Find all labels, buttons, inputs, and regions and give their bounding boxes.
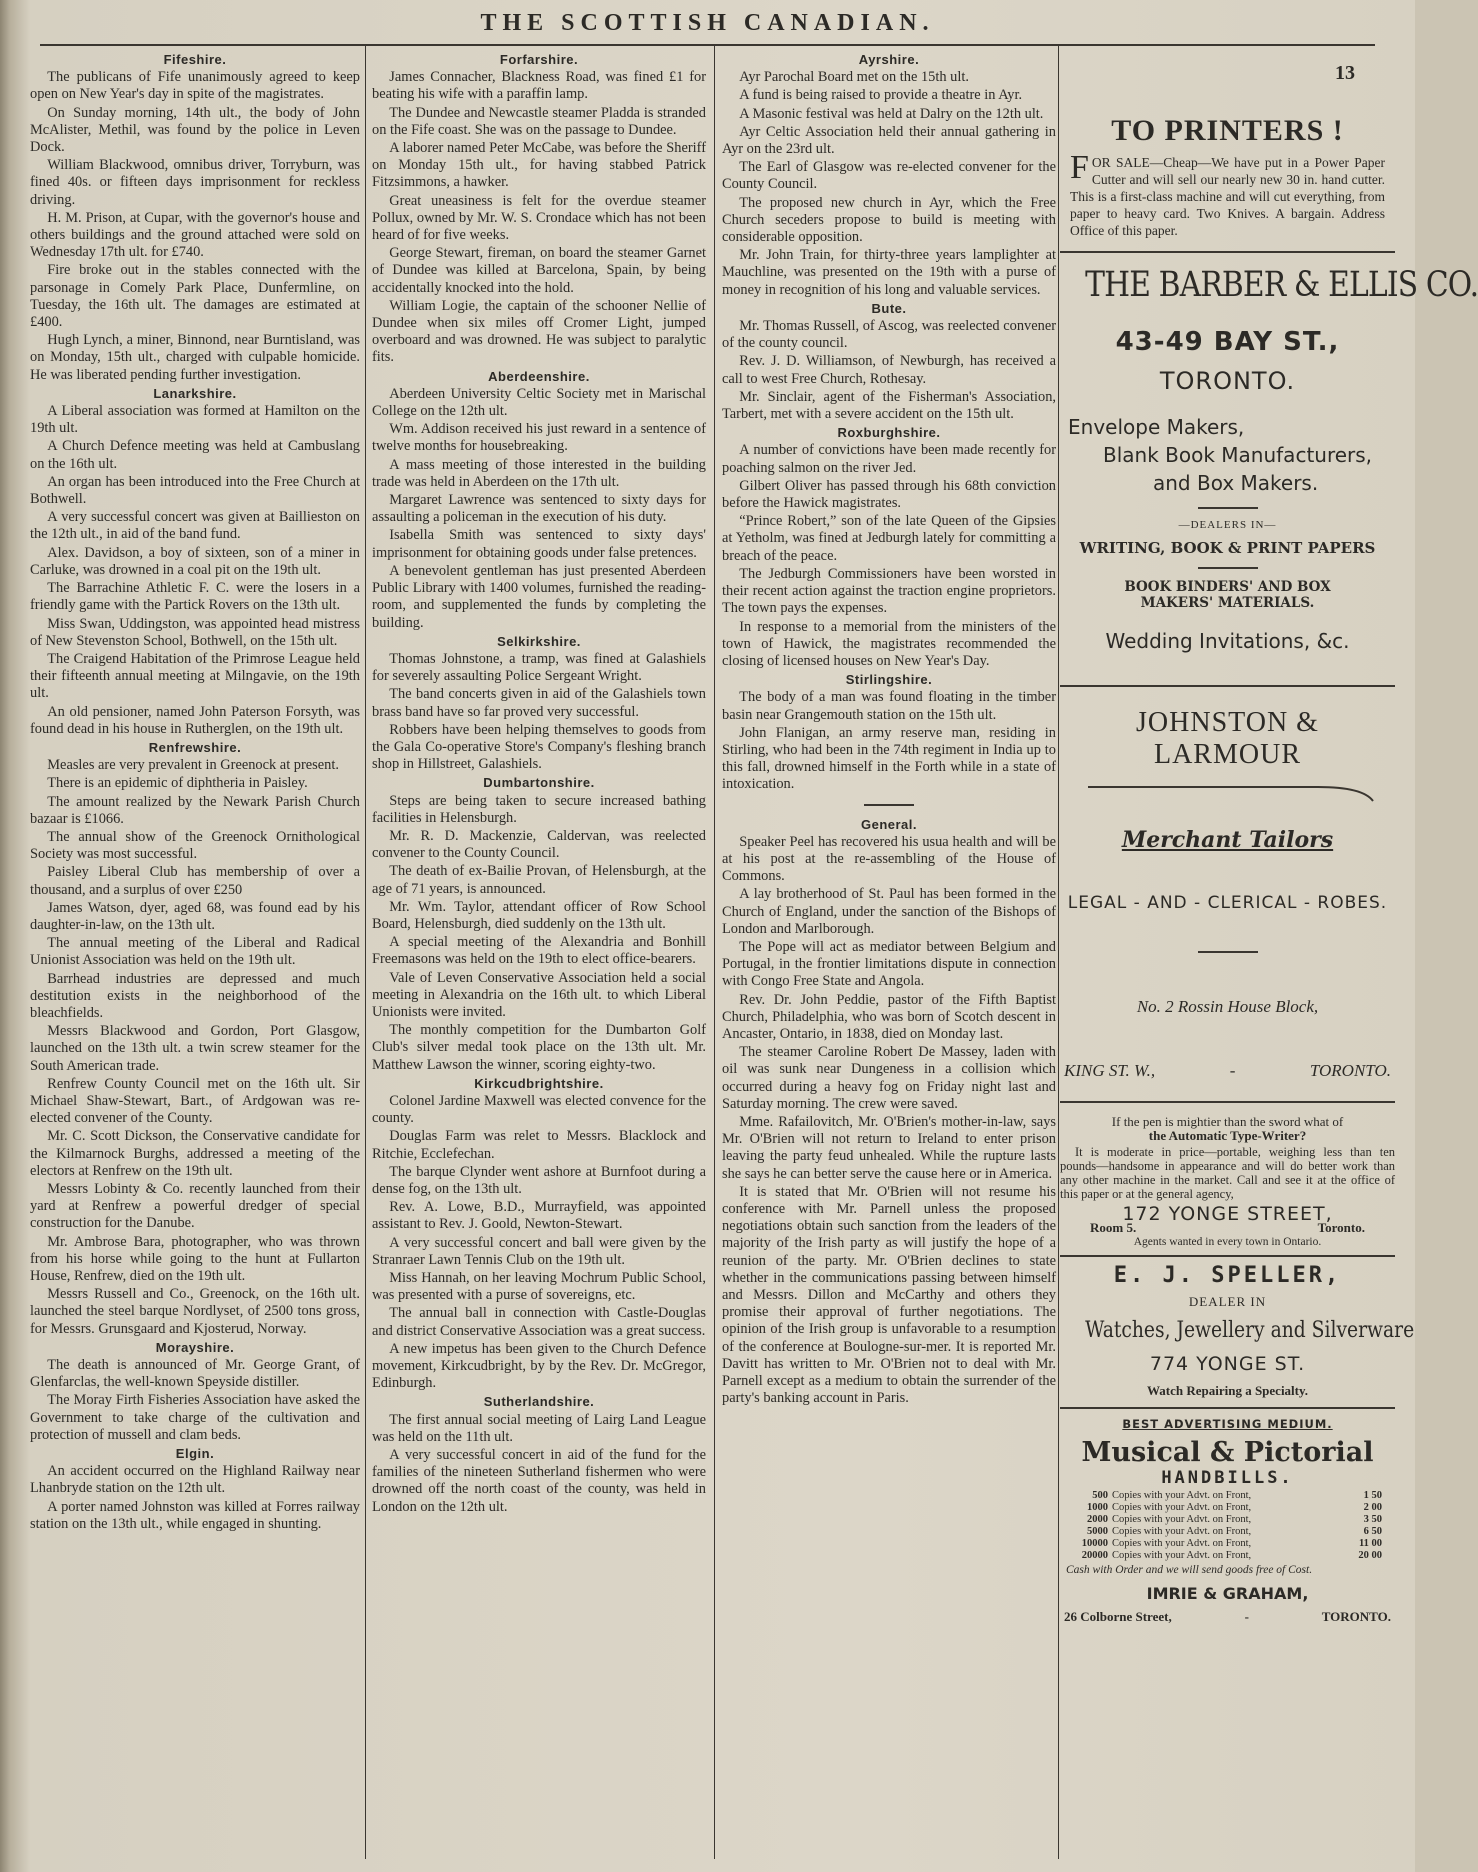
rate-row	[1072, 1538, 1382, 1550]
section-heading: Renfrewshire.	[148, 739, 242, 755]
johnston-larmour-street-city: TORONTO.	[1309, 1061, 1391, 1080]
news-paragraph: Aberdeen University Celtic Society met in Marischal College on the 12th ult.	[372, 385, 706, 420]
news-paragraph: Mr. Wm. Taylor, attendant officer of Row School Board, Helensburgh, died suddenly on the 13th ult.	[372, 898, 706, 932]
news-paragraph: An organ has been introduced into the Free Church at Bothwell.	[30, 473, 360, 508]
news-paragraph: Rev. Dr. John Peddie, pastor of the Fifth Baptist Church, Philadelphia, who was born of Scotch descent in Ancaster, Ontario, in 1838, died on Monday last.	[722, 991, 1056, 1042]
section-heading: Fifeshire.	[163, 52, 227, 67]
speller-specialty: Watch Repairing a Specialty.	[1146, 1383, 1309, 1398]
news-paragraph: Paisley Liberal Club has membership of over a thousand, and a surplus of over £250	[30, 864, 360, 898]
typewriter-ad	[1060, 1115, 1395, 1249]
news-paragraph: Messrs Blackwood and Gordon, Port Glasgow, launched on the 13th ult. a twin screw steamer for the South American trade.	[30, 1023, 360, 1074]
barber-ellis-line2: Blank Book Manufacturers,	[1103, 443, 1373, 467]
speller-name: E. J. SPELLER,	[1113, 1263, 1342, 1288]
news-paragraph: The Barrachine Athletic F. C. were the losers in a friendly game with the Partick Rovers on the 13th ult.	[30, 580, 360, 614]
news-paragraph: Mr. John Train, for thirty-three years lamplighter at Mauchline, was presented on the 19th with a purse of money in recognition of his long and valuable services.	[722, 247, 1056, 298]
section-heading: Sutherlandshire.	[483, 1394, 595, 1410]
news-paragraph: Rev. A. Lowe, B.D., Murrayfield, was appointed assistant to Rev. J. Goold, Newton-Stewart.	[372, 1199, 706, 1233]
rate-text: Copies with your Advt. on Front,	[1112, 1502, 1252, 1513]
musical-street: 26 Colborne Street,	[1064, 1609, 1172, 1624]
masthead-rule	[40, 44, 1375, 46]
barber-ellis-line1: Envelope Makers,	[1068, 415, 1245, 439]
news-paragraph: The Jedburgh Commissioners have been worsted in their recent action against the traction engine proprietors. The town pays the expenses.	[722, 565, 1056, 617]
ad-divider	[1060, 251, 1395, 253]
johnston-larmour-address: No. 2 Rossin House Block,	[1136, 997, 1319, 1016]
news-paragraph: Mr. Sinclair, agent of the Fisherman's Association, Tarbert, met with a severe accident on the 15th ult.	[722, 388, 1056, 423]
rate-qty: 10000	[1081, 1538, 1108, 1549]
musical-dash: -	[1244, 1609, 1249, 1624]
news-paragraph: The Dundee and Newcastle steamer Pladda is stranded on the Fife coast. She was on the passage to Dundee.	[372, 104, 706, 138]
news-paragraph: Douglas Farm was relet to Messrs. Blacklock and Ritchie, Ecclefechan.	[372, 1128, 706, 1162]
speller-dealer: DEALER IN	[1188, 1294, 1267, 1309]
musical-address-row	[1060, 1609, 1395, 1625]
column-divider-1	[365, 44, 366, 1859]
johnston-larmour-robes: LEGAL - AND - CLERICAL - ROBES.	[1067, 893, 1388, 913]
news-paragraph: Mme. Rafailovitch, Mr. O'Brien's mother-in-law, says Mr. O'Brien will not return to Ireland to enter prison leaving the party feud unhealed. While the rupture lasts she says he can better serve the cause here or in America.	[722, 1113, 1056, 1182]
news-paragraph: Measles are very prevalent in Greenock at present.	[47, 757, 339, 774]
news-paragraph: Vale of Leven Conservative Association held a social meeting in Alexandria on the 16th ult. to which Liberal Unionists were invited.	[372, 969, 706, 1020]
ad-divider	[1060, 685, 1395, 687]
news-paragraph: Messrs Russell and Co., Greenock, on the 16th ult. launched the steel barque Nordlyset, of 2500 tons gross, for Messrs. Grunsgaard and Kjosterud, Norway.	[30, 1286, 360, 1337]
news-paragraph: Ayr Parochal Board met on the 15th ult.	[739, 69, 969, 86]
to-printers-body	[1060, 149, 1395, 239]
news-paragraph: Rev. J. D. Williamson, of Newburgh, has received a call to west Free Church, Rothesay.	[722, 353, 1056, 387]
news-paragraph: The band concerts given in aid of the Galashiels town brass band have so far proved very successful.	[372, 686, 706, 720]
news-paragraph: H. M. Prison, at Cupar, with the governor's house and others buildings and the ground attached were sold on Wednesday 17th ult. for £740.	[30, 209, 360, 261]
johnston-larmour-street-left: KING ST. W.,	[1064, 1061, 1156, 1080]
rate-text: Copies with your Advt. on Front,	[1112, 1514, 1252, 1525]
musical-city: TORONTO.	[1321, 1609, 1391, 1624]
news-paragraph: Mr. Ambrose Bara, photographer, who was thrown from his horse while going to the hunt at Fullarton House, Renfrew, died on the 19th ult.	[30, 1233, 360, 1285]
news-paragraph: A porter named Johnston was killed at Forres railway station on the 13th ult., while engaged in shunting.	[30, 1498, 360, 1532]
news-paragraph: A Church Defence meeting was held at Cambuslang on the 16th ult.	[30, 438, 360, 472]
section-heading: Aberdeenshire.	[488, 368, 590, 384]
news-paragraph: The publicans of Fife unanimously agreed to keep open on New Year's day in spite of the magistrates.	[30, 69, 360, 103]
news-paragraph: The annual ball in connection with Castle-Douglas and district Conservative Association was a great success.	[372, 1305, 706, 1339]
rate-row	[1072, 1502, 1382, 1514]
news-paragraph: Mr. Thomas Russell, of Ascog, was reelected convener of the county council.	[722, 318, 1056, 352]
johnston-larmour-subtitle: Merchant Tailors	[1121, 827, 1334, 853]
johnston-larmour-street-dash: -	[1229, 1061, 1236, 1080]
news-paragraph: The body of a man was found floating in the timber basin near Grangemouth station on the 15th ult.	[722, 689, 1056, 723]
news-paragraph: James Watson, dyer, aged 68, was found ead by his daughter-in-law, on the 13th ult.	[30, 899, 360, 933]
section-divider	[864, 804, 914, 806]
handbill-rates-table	[1072, 1490, 1382, 1562]
section-heading: Ayrshire.	[858, 52, 920, 67]
rate-qty: 500	[1092, 1490, 1108, 1501]
news-paragraph: The death of ex-Bailie Provan, of Helensburgh, at the age of 71 years, is announced.	[372, 863, 706, 897]
news-paragraph: Gilbert Oliver has passed through his 68th conviction before the Hawick magistrates.	[722, 477, 1056, 512]
news-paragraph: Fire broke out in the stables connected with the parsonage in Comely Park Place, Dunfermline, on Tuesday, the 16th ult. The damages are estimated at £400.	[30, 262, 360, 331]
news-paragraph: Colonel Jardine Maxwell was elected convence for the county.	[372, 1092, 706, 1127]
speller-ad	[1060, 1263, 1415, 1399]
news-column-3	[722, 50, 1056, 1860]
news-paragraph: Miss Hannah, on her leaving Mochrum Public School, was presented with a purse of sovereigns, etc.	[372, 1270, 706, 1304]
section-heading: Forfarshire.	[499, 52, 579, 67]
rate-text: Copies with your Advt. on Front,	[1112, 1550, 1252, 1561]
rate-text: Copies with your Advt. on Front,	[1112, 1490, 1252, 1501]
typewriter-address: 172 YONGE STREET,	[1122, 1203, 1333, 1225]
news-column-2	[372, 50, 706, 1860]
section-heading: Stirlingshire.	[845, 672, 933, 688]
johnston-larmour-street	[1060, 1061, 1395, 1081]
news-paragraph: Renfrew County Council met on the 16th ult. Sir Michael Shaw-Stewart, Bart., of Ardgowan was re-elected convener of the County.	[30, 1075, 360, 1127]
news-paragraph: Wm. Addison received his just reward in a sentence of twelve months for housebreaking.	[372, 421, 706, 455]
news-column-1	[30, 50, 360, 1860]
rate-row	[1072, 1514, 1382, 1526]
news-paragraph: George Stewart, fireman, on board the steamer Garnet of Dundee was killed at Barcelona, Spain, by being accidentally knocked into the hold.	[372, 245, 706, 296]
section-heading: Dumbartonshire.	[483, 775, 595, 791]
section-heading: Roxburghshire.	[837, 425, 941, 441]
news-paragraph: James Connacher, Blackness Road, was fined £1 for beating his wife with a paraffin lamp.	[372, 69, 706, 103]
news-paragraph: The Earl of Glasgow was re-elected convener for the County Council.	[722, 159, 1056, 193]
news-paragraph: Steps are being taken to secure increased bathing facilities in Helensburgh.	[372, 792, 706, 826]
news-paragraph: Mr. C. Scott Dickson, the Conservative candidate for the Kilmarnock Burghs, addressed a meeting of the electors at Renfrew on the 19th ult.	[30, 1128, 360, 1179]
rate-price: 1 50	[1363, 1490, 1382, 1501]
news-paragraph: An old pensioner, named John Paterson Forsyth, was found dead in his house in Rutherglen, on the 19th ult.	[30, 703, 360, 737]
news-paragraph: John Flanigan, an army reserve man, residing in Stirling, who had been in the 74th regiment in India up to this fall, drowned himself in the Forth while in a state of intoxication.	[722, 724, 1056, 793]
news-paragraph: The barque Clynder went ashore at Burnfoot during a dense fog, on the 13th ult.	[372, 1163, 706, 1197]
news-paragraph: The amount realized by the Newark Parish Church bazaar is £1066.	[30, 793, 360, 827]
news-paragraph: A very successful concert in aid of the fund for the families of the nineteen Sutherland fishermen who were drowned off the north coast of the county, was held in London on the 12th ult.	[372, 1447, 706, 1515]
news-paragraph: Ayr Celtic Association held their annual gathering in Ayr on the 23rd ult.	[722, 123, 1056, 158]
news-paragraph: The first annual social meeting of Lairg Land League was held on the 11th ult.	[372, 1411, 706, 1445]
barber-ellis-city: TORONTO.	[1159, 367, 1296, 395]
news-paragraph: A special meeting of the Alexandria and Bonhill Freemasons was held on the 19th to elect office-bearers.	[372, 934, 706, 968]
news-paragraph: A fund is being raised to provide a theatre in Ayr.	[739, 87, 1023, 104]
musical-handbills: HANDBILLS.	[1161, 1468, 1294, 1488]
ad-divider	[1060, 1101, 1395, 1103]
ad-divider	[1060, 1255, 1395, 1257]
section-heading: Morayshire.	[155, 1339, 235, 1355]
rate-price: 6 50	[1363, 1526, 1382, 1537]
rate-price: 3 50	[1363, 1514, 1382, 1525]
section-heading: General.	[860, 816, 918, 832]
news-paragraph: The Pope will act as mediator between Belgium and Portugal, in the frontier limitations dispute in connection with Congo Free State and Angola.	[722, 938, 1056, 990]
news-paragraph: A Liberal association was formed at Hamilton on the 19th ult.	[30, 403, 360, 437]
news-paragraph: A new impetus has been given to the Church Defence movement, Kirkcudbright, by by the Rev. Dr. McGregor, Edinburgh.	[372, 1340, 706, 1392]
barber-ellis-materials: BOOK BINDERS' AND BOX MAKERS' MATERIALS.	[1124, 579, 1331, 611]
news-paragraph: A mass meeting of those interested in the building trade was held in Aberdeen on the 17th ult.	[372, 456, 706, 490]
news-paragraph: The death is announced of Mr. George Grant, of Glenfarclas, the well-known Speyside distiller.	[30, 1357, 360, 1391]
news-paragraph: In response to a memorial from the ministers of the town of Hawick, the magistrates recommended the closing of licensed houses on New Year's Day.	[722, 618, 1056, 669]
rate-text: Copies with your Advt. on Front,	[1112, 1526, 1252, 1537]
advertisement-column	[1060, 82, 1478, 1872]
news-paragraph: The annual show of the Greenock Ornithological Society was most successful.	[30, 828, 360, 863]
rate-price: 20 00	[1358, 1550, 1382, 1561]
news-paragraph: An accident occurred on the Highland Railway near Lhanbryde station on the 12th ult.	[30, 1463, 360, 1497]
johnston-larmour-name: JOHNSTON & LARMOUR	[1136, 707, 1319, 770]
barber-ellis-ad	[1060, 265, 1478, 653]
news-paragraph: Margaret Lawrence was sentenced to sixty days for assaulting a policeman in the execution of his duty.	[372, 492, 706, 526]
news-paragraph: Hugh Lynch, a miner, Binnond, near Burntisland, was on Monday, 15th ult., charged with culpable homicide. He was liberated pending further investigation.	[30, 332, 360, 383]
section-heading: Lanarkshire.	[153, 385, 237, 401]
news-paragraph: Miss Swan, Uddingston, was appointed head mistress of New Stevenston School, Bothwell, on the 15th ult.	[30, 615, 360, 649]
rate-row	[1072, 1490, 1382, 1502]
rate-row	[1072, 1526, 1382, 1538]
column-divider-2	[714, 44, 715, 1859]
news-paragraph: The steamer Caroline Robert De Massey, laden with oil was sunk near Dungeness in a collision which occurred during a heavy fog on Friday night last and Saturday morning. The crew were saved.	[722, 1044, 1056, 1112]
news-paragraph: On Sunday morning, 14th ult., the body of John McAlister, Methil, was found by the police in Leven Dock.	[30, 104, 360, 156]
rate-price: 2 00	[1363, 1502, 1382, 1513]
news-paragraph: The annual meeting of the Liberal and Radical Unionist Association was held on the 19th ult.	[30, 935, 360, 969]
typewriter-body: It is moderate in price—portable, weighing less than ten pounds—handsome in appearance and will do better work than any other machine in the market. Call and see it at the office of this paper or at the general agency,	[1060, 1145, 1395, 1201]
to-printers-dropcap: F	[1070, 149, 1089, 186]
short-rule	[1198, 567, 1258, 569]
barber-ellis-trades	[1060, 413, 1395, 497]
barber-ellis-address: 43-49 BAY ST.,	[1115, 327, 1340, 357]
masthead: THE SCOTTISH CANADIAN.	[480, 10, 935, 36]
column-divider-3	[1058, 44, 1059, 1859]
news-paragraph: Great uneasiness is felt for the overdue steamer Pollux, owned by Mr. W. S. Crondace which has not been heard of for five weeks.	[372, 192, 706, 244]
typewriter-city: Toronto.	[1317, 1220, 1365, 1235]
musical-title: Musical & Pictorial	[1081, 1437, 1374, 1468]
musical-pictorial-ad	[1060, 1417, 1395, 1625]
news-paragraph: Mr. R. D. Mackenzie, Caldervan, was reelected convener to the County Council.	[372, 827, 706, 862]
rate-price: 11 00	[1358, 1538, 1382, 1549]
rate-qty: 20000	[1081, 1550, 1108, 1561]
typewriter-question-1: If the pen is mightier than the sword what of	[1111, 1114, 1344, 1129]
news-paragraph: A lay brotherhood of St. Paul has been formed in the Church of England, under the sanction of the Bishops of London and Marlborough.	[722, 886, 1056, 937]
rate-qty: 2000	[1087, 1514, 1108, 1525]
news-paragraph: Alex. Davidson, a boy of sixteen, son of a miner in Carluke, was drowned in a coal pit on the 19th ult.	[30, 544, 360, 578]
speller-address: 774 YONGE ST.	[1149, 1353, 1306, 1375]
to-printers-ad	[1060, 114, 1395, 239]
to-printers-title: TO PRINTERS !	[1111, 114, 1344, 147]
typewriter-room: Room 5.	[1090, 1220, 1137, 1235]
news-paragraph: “Prince Robert,” son of the late Queen of the Gipsies at Yetholm, was fined at Jedburgh lately for committing a breach of the peace.	[722, 513, 1056, 564]
news-paragraph: William Blackwood, omnibus driver, Torryburn, was fined 40s. or fifteen days imprisonment for reckless driving.	[30, 157, 360, 208]
news-paragraph: It is stated that Mr. O'Brien will not resume his conference with Mr. Parnell unless the proposed negotiations obtain such sanction from the leaders of the majority of the Irish party as will justify the hope of a reunion of the party. Mr. O'Brien declines to state whether in the communications passing between himself and Messrs. Dillon and McCarthy and others they promise their approval of further negotiations. The opinion of the Irish group is unfavorable to a resumption of the conference at Boulogne-sur-mer. It is reported Mr. Davitt has written to Mr. O'Brien not to deal with Mr. Parnell except as a medium to obtain the surrender of the party's banking account in Paris.	[722, 1183, 1056, 1407]
section-heading: Bute.	[871, 300, 907, 316]
section-heading: Elgin.	[175, 1446, 215, 1462]
news-paragraph: William Logie, the captain of the schooner Nellie of Dundee when six miles off Cromer Light, jumped overboard and was drowned. He was subject to paralytic fits.	[372, 297, 706, 366]
barber-ellis-wedding: Wedding Invitations, &c.	[1105, 629, 1350, 653]
news-paragraph: A very successful concert was given at Baillieston on the 12th ult., in aid of the band fund.	[30, 509, 360, 543]
news-paragraph: There is an epidemic of diphtheria in Paisley.	[47, 775, 308, 792]
typewriter-agents: Agents wanted in every town in Ontario.	[1133, 1236, 1322, 1248]
barber-ellis-line3: and Box Makers.	[1153, 471, 1319, 495]
rate-text: Copies with your Advt. on Front,	[1112, 1538, 1252, 1549]
news-paragraph: A benevolent gentleman has just presented Aberdeen Public Library with 1400 volumes, furnished the reading-room, and supplemented the funds by completing the building.	[372, 562, 706, 631]
news-paragraph: A Masonic festival was held at Dalry on the 12th ult.	[739, 105, 1044, 122]
johnston-larmour-ad	[1060, 707, 1395, 1081]
musical-cash-note: Cash with Order and we will send goods free of Cost.	[1066, 1564, 1313, 1576]
news-paragraph: A very successful concert and ball were given by the Stranraer Lawn Tennis Club on the 19th ult.	[372, 1234, 706, 1268]
news-paragraph: Speaker Peel has recovered his usua health and will be at his post at the re-assembling of the House of Commons.	[722, 833, 1056, 885]
to-printers-text: OR SALE—Cheap—We have put in a Power Paper Cutter and will sell our nearly new 30 in. hand cutter. This is a first-class machine and will cut everything, from paper to heavy card. Two Knives. A bargain. Address Office of this paper.	[1070, 155, 1385, 238]
short-rule	[1198, 507, 1258, 509]
page-number: 13	[1335, 62, 1355, 84]
ad-divider	[1060, 1407, 1395, 1409]
news-paragraph: The Craigend Habitation of the Primrose League held their fifteenth annual meeting at Milngavie, on the 19th ult.	[30, 650, 360, 702]
news-paragraph: Barrhead industries are depressed and much destitution exists in the neighborhood of the bleachfields.	[30, 970, 360, 1021]
barber-ellis-name: THE BARBER & ELLIS CO.	[1085, 265, 1478, 305]
rate-qty: 1000	[1087, 1502, 1108, 1513]
news-paragraph: A number of convictions have been made recently for poaching salmon on the river Jed.	[722, 442, 1056, 476]
musical-best-medium: BEST ADVERTISING MEDIUM.	[1122, 1417, 1333, 1431]
section-heading: Kirkcudbrightshire.	[474, 1075, 604, 1091]
flourish-ornament	[1078, 773, 1378, 803]
news-paragraph: The Moray Firth Fisheries Association have asked the Government to take charge of the cultivation and protection of mussell and clam beds.	[30, 1392, 360, 1443]
rate-row	[1072, 1550, 1382, 1562]
section-heading: Selkirkshire.	[497, 633, 581, 649]
short-rule	[1198, 951, 1258, 953]
news-paragraph: Messrs Lobinty & Co. recently launched from their yard at Renfrew a powerful dredger of special construction for the Danube.	[30, 1181, 360, 1232]
news-paragraph: A laborer named Peter McCabe, was before the Sheriff on Monday 15th ult., for having stabbed Patrick Fitzsimmons, a hawker.	[372, 140, 706, 191]
news-paragraph: The monthly competition for the Dumbarton Golf Club's silver medal took place on the 13th ult. Mr. Matthew Lawson the winner, scoring eighty-two.	[372, 1022, 706, 1073]
news-paragraph: The proposed new church in Ayr, which the Free Church seceders propose to build is meeting with considerable opposition.	[722, 194, 1056, 246]
barber-ellis-dealers: —DEALERS IN—	[1178, 519, 1277, 531]
rate-qty: 5000	[1087, 1526, 1108, 1537]
news-paragraph: Thomas Johnstone, a tramp, was fined at Galashiels for severely assaulting Police Sergeant Wright.	[372, 650, 706, 685]
speller-goods: Watches, Jewellery and Silverware	[1085, 1318, 1415, 1343]
news-paragraph: Isabella Smith was sentenced to sixty days' imprisonment for obtaining goods under false pretences.	[372, 527, 706, 561]
news-paragraph: Robbers have been helping themselves to goods from the Gala Co-operative Store's Company's fleshing branch shop in Hillstreet, Galashiels.	[372, 721, 706, 773]
barber-ellis-papers: WRITING, BOOK & PRINT PAPERS	[1079, 539, 1376, 557]
typewriter-question-2: the Automatic Type-Writer?	[1148, 1128, 1307, 1143]
musical-imrie-graham: IMRIE & GRAHAM,	[1146, 1584, 1309, 1603]
